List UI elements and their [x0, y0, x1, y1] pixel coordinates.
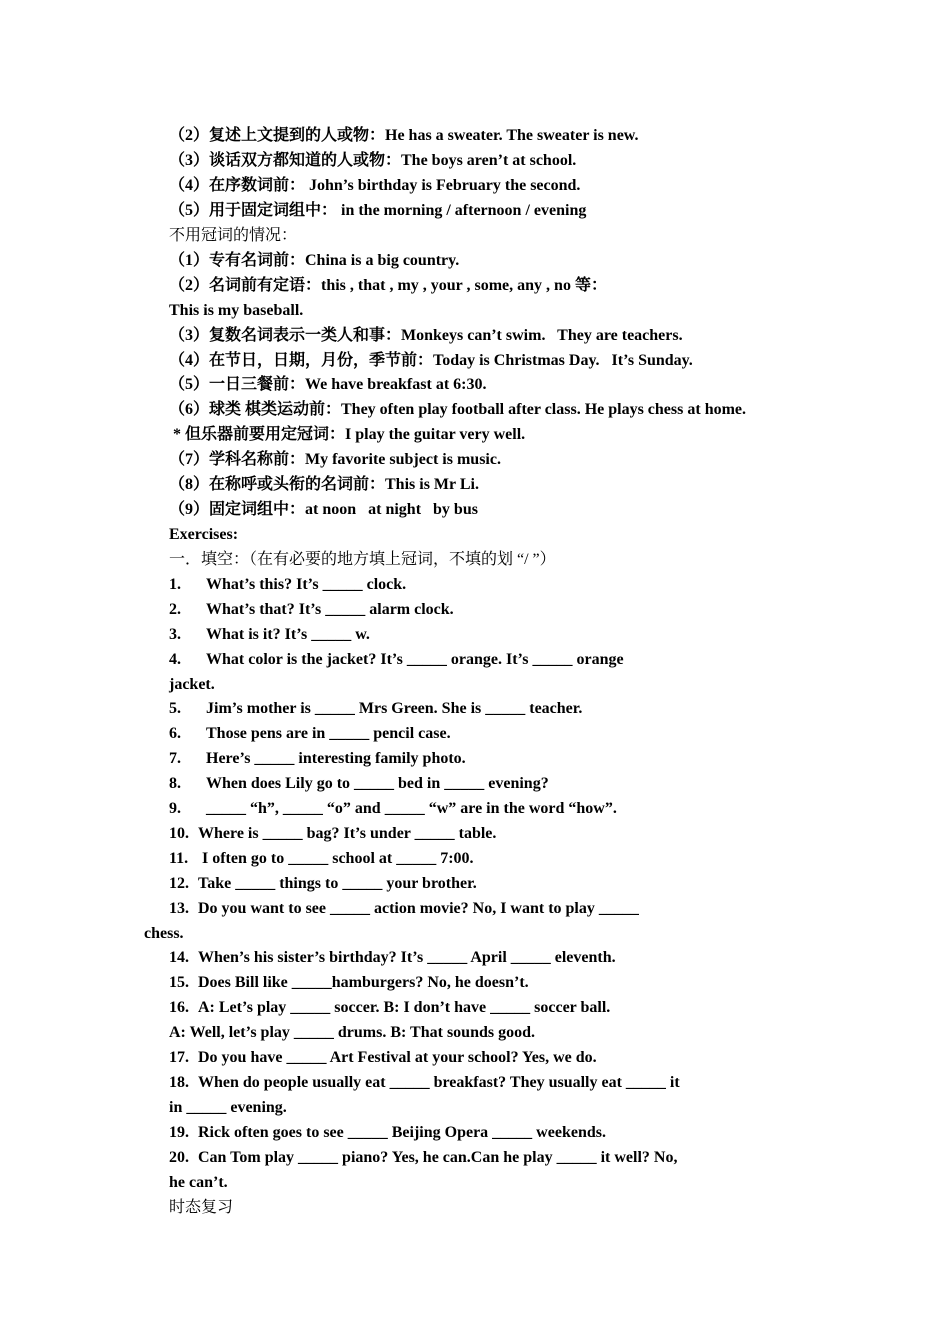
exercise-number: 6. [169, 725, 181, 742]
exercise-number: 20. [169, 1149, 189, 1166]
exercise-number: 16. [169, 999, 189, 1016]
exercise-item [169, 575, 406, 595]
exercise-number: 14. [169, 949, 189, 966]
exercise-continuation: jacket. [169, 676, 215, 693]
exercise-text: Jim’s mother is _____ Mrs Green. She is _____ teacher. [206, 700, 583, 717]
exercise-item [169, 699, 582, 719]
exercise-continuation: A: Well, let’s play _____ drums. B: That sounds good. [169, 1024, 535, 1041]
exercise-item [169, 1048, 597, 1068]
exercise-number: 1. [169, 576, 181, 593]
note-line: （8）在称呼或头衔的名词前：This is Mr Li. [169, 476, 479, 493]
exercise-text: Does Bill like _____hamburgers? No, he doesn’t. [198, 974, 529, 991]
exercise-number: 11. [169, 850, 189, 867]
exercise-number: 8. [169, 775, 181, 792]
exercise-number: 10. [169, 825, 189, 842]
note-line: This is my baseball. [169, 302, 304, 319]
exercise-text: What’s that? It’s _____ alarm clock. [206, 601, 454, 618]
exercise-item [169, 973, 529, 993]
exercise-text: _____ “h”, _____ “o” and _____ “w” are in the word “how”. [206, 800, 617, 817]
note-line: （9）固定词组中：at noon at night by bus [169, 501, 478, 518]
note-line: （2）名词前有定语：this , that , my , your , some, any , no 等： [169, 277, 607, 294]
exercise-text: Where is _____ bag? It’s under _____ table. [198, 825, 497, 842]
exercise-text: When does Lily go to _____ bed in _____ evening? [206, 775, 549, 792]
note-line: （3）复数名词表示一类人和事：Monkeys can’t swim. They are teachers. [169, 327, 683, 344]
exercise-item [169, 600, 454, 620]
note-line: * 但乐器前要用定冠词：I play the guitar very well. [169, 426, 526, 443]
exercise-number: 2. [169, 601, 181, 618]
next-section-heading: 时态复习 [169, 1199, 234, 1216]
exercise-text: I often go to _____ school at _____ 7:00. [198, 850, 474, 867]
note-line: （3）谈话双方都知道的人或物：The boys aren’t at school. [169, 152, 577, 169]
exercise-item [169, 625, 370, 645]
exercise-item [169, 998, 610, 1018]
exercise-item [169, 650, 624, 670]
exercise-number: 5. [169, 700, 181, 717]
exercise-text: What is it? It’s _____ w. [206, 626, 370, 643]
exercise-instructions: 一．填空：（在有必要的地方填上冠词，不填的划 “/ ”） [169, 551, 556, 568]
exercise-item [169, 874, 477, 894]
exercise-continuation: he can’t. [169, 1174, 228, 1191]
exercise-number: 19. [169, 1124, 189, 1141]
exercise-item [169, 899, 639, 919]
note-line: （4）在序数词前： John’s birthday is February the second. [169, 177, 581, 194]
exercise-number: 12. [169, 875, 189, 892]
exercise-item [169, 724, 451, 744]
exercise-text: What’s this? It’s _____ clock. [206, 576, 407, 593]
exercise-text: Take _____ things to _____ your brother. [198, 875, 477, 892]
note-line: （6）球类 棋类运动前：They often play football after class. He plays chess at home. [169, 401, 747, 418]
exercises-heading: Exercises: [169, 526, 239, 543]
exercise-number: 13. [169, 900, 189, 917]
exercise-text: Rick often goes to see _____ Beijing Opera _____ weekends. [198, 1124, 606, 1141]
exercise-text: Can Tom play _____ piano? Yes, he can.Can he play _____ it well? No, [198, 1149, 678, 1166]
exercise-number: 7. [169, 750, 181, 767]
exercise-text: When’s his sister’s birthday? It’s _____ April _____ eleventh. [198, 949, 616, 966]
exercise-text: Here’s _____ interesting family photo. [206, 750, 466, 767]
note-line: （7）学科名称前：My favorite subject is music. [169, 451, 501, 468]
exercise-number: 3. [169, 626, 181, 643]
exercise-item [169, 749, 466, 769]
exercise-text: When do people usually eat _____ breakfast? They usually eat _____ it [198, 1074, 680, 1091]
note-line: （5）一日三餐前：We have breakfast at 6:30. [169, 376, 487, 393]
exercise-number: 9. [169, 800, 181, 817]
note-line: （4）在节日，日期，月份，季节前：Today is Christmas Day. It’s Sunday. [169, 352, 693, 369]
exercise-item [169, 1123, 606, 1143]
exercise-continuation: chess. [144, 925, 184, 942]
exercise-item [169, 799, 617, 819]
exercise-item [169, 1148, 677, 1168]
exercise-item [169, 1073, 680, 1093]
note-line: （1）专有名词前：China is a big country. [169, 252, 460, 269]
exercise-number: 17. [169, 1049, 189, 1066]
exercise-text: Do you have _____ Art Festival at your school? Yes, we do. [198, 1049, 597, 1066]
exercise-text: Those pens are in _____ pencil case. [206, 725, 451, 742]
exercise-item [169, 849, 474, 869]
section-heading: 不用冠词的情况： [169, 227, 298, 244]
exercise-text: Do you want to see _____ action movie? No, I want to play _____ [198, 900, 639, 917]
exercise-number: 18. [169, 1074, 189, 1091]
exercise-continuation: in _____ evening. [169, 1099, 287, 1116]
exercise-number: 4. [169, 651, 181, 668]
exercise-item [169, 774, 549, 794]
exercise-item [169, 824, 496, 844]
exercise-text: What color is the jacket? It’s _____ orange. It’s _____ orange [206, 651, 624, 668]
exercise-item [169, 948, 616, 968]
exercise-text: A: Let’s play _____ soccer. B: I don’t have _____ soccer ball. [198, 999, 611, 1016]
note-line: （2）复述上文提到的人或物：He has a sweater. The sweater is new. [169, 127, 639, 144]
note-line: （5）用于固定词组中： in the morning / afternoon / evening [169, 202, 587, 219]
exercise-number: 15. [169, 974, 189, 991]
